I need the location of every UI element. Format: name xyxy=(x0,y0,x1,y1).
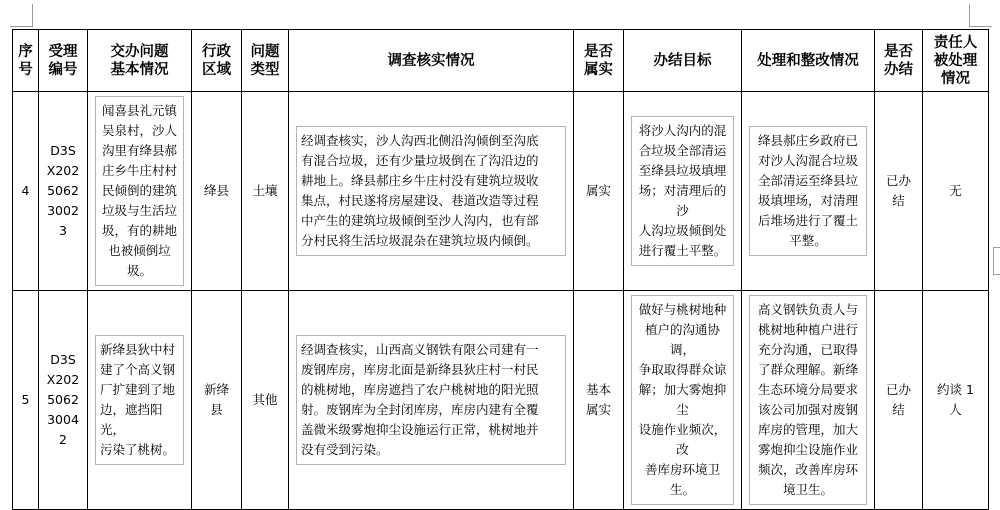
table-header-row xyxy=(13,30,989,92)
cell-verified: 属实 xyxy=(574,92,624,291)
header-investigation: 调查核实情况 xyxy=(289,30,574,92)
cell-investigation: 经调查核实，山西高义钢铁有限公司建有一 废钢库房，库房北面是新绛县狄庄村一村民 的桃树地，库房遮挡了农户桃树地的阳光照 射。废钢库为全封闭库房，库房内建有全覆 盖微米级雾炮抑尘设施运行正常，桃树地并 没有受到污染。 xyxy=(289,291,574,510)
page-corner-mark-right xyxy=(969,4,992,27)
cell-summary: 新绛县狄中村 建了个高义钢 厂扩建到了地 边，遮挡阳光， 污染了桃树。 xyxy=(88,291,192,510)
cell-region: 绛县 xyxy=(192,92,242,291)
header-case-no: 受理 编号 xyxy=(39,30,88,92)
cell-closed: 已办 结 xyxy=(875,92,923,291)
cell-seq: 5 xyxy=(13,291,39,510)
header-accountability: 责任人 被处理 情况 xyxy=(923,30,989,92)
cell-type: 其他 xyxy=(242,291,289,510)
header-handling: 处理和整改情况 xyxy=(742,30,875,92)
page-corner-mark-left xyxy=(10,4,33,27)
cell-closed: 已办 结 xyxy=(875,291,923,510)
cell-seq: 4 xyxy=(13,92,39,291)
header-type: 问题 类型 xyxy=(242,30,289,92)
header-region: 行政 区域 xyxy=(192,30,242,92)
scroll-side-tab[interactable] xyxy=(993,247,1000,275)
header-seq: 序 号 xyxy=(13,30,39,92)
header-closed: 是否 办结 xyxy=(875,30,923,92)
table-row xyxy=(13,92,989,291)
cell-type: 土壤 xyxy=(242,92,289,291)
cell-accountability: 约谈 1 人 xyxy=(923,291,989,510)
cell-investigation: 经调查核实，沙人沟西北侧沿沟倾倒至沟底 有混合垃圾，还有少量垃圾倒在了沟沿边的 耕地上。绛县郝庄乡牛庄村没有建筑垃圾收 集点，村民遂将房屋建设、巷道改造等过程 中产生的建筑垃圾倾倒至沙人沟内，也有部 分村民将生活垃圾混杂在建筑垃圾内倾倒。 xyxy=(289,92,574,291)
cell-case-no: D3S X202 5062 3004 2 xyxy=(39,291,88,510)
table-row xyxy=(13,291,989,510)
header-goal: 办结目标 xyxy=(624,30,742,92)
cell-summary: 闻喜县礼元镇 吴泉村，沙人 沟里有绛县郝 庄乡牛庄村村 民倾倒的建筑 垃圾与生活垃 圾，有的耕地 也被倾倒垃 圾。 xyxy=(88,92,192,291)
cell-region: 新绛 县 xyxy=(192,291,242,510)
header-verified: 是否 属实 xyxy=(574,30,624,92)
cell-goal: 做好与桃树地种 植户的沟通协调， 争取取得群众谅 解；加大雾炮抑尘 设施作业频次，改 善库房环境卫生。 xyxy=(624,291,742,510)
cell-case-no: D3S X202 5062 3002 3 xyxy=(39,92,88,291)
cell-accountability: 无 xyxy=(923,92,989,291)
cell-handling: 绛县郝庄乡政府已 对沙人沟混合垃圾 全部清运至绛县垃 圾填埋场，对清理 后堆场进行了覆土 平整。 xyxy=(742,92,875,291)
case-table xyxy=(12,29,989,510)
header-summary: 交办问题 基本情况 xyxy=(88,30,192,92)
cell-handling: 高义钢铁负责人与 桃树地种植户进行 充分沟通，已取得 了群众理解。新绛 生态环境分局要求 该公司加强对废钢 库房的管理，加大 雾炮抑尘设施作业 频次，改善库房环 境卫生。 xyxy=(742,291,875,510)
cell-goal: 将沙人沟内的混 合垃圾全部清运 至绛县垃圾填埋 场；对清理后的沙 人沟垃圾倾倒处 进行覆土平整。 xyxy=(624,92,742,291)
cell-verified: 基本 属实 xyxy=(574,291,624,510)
